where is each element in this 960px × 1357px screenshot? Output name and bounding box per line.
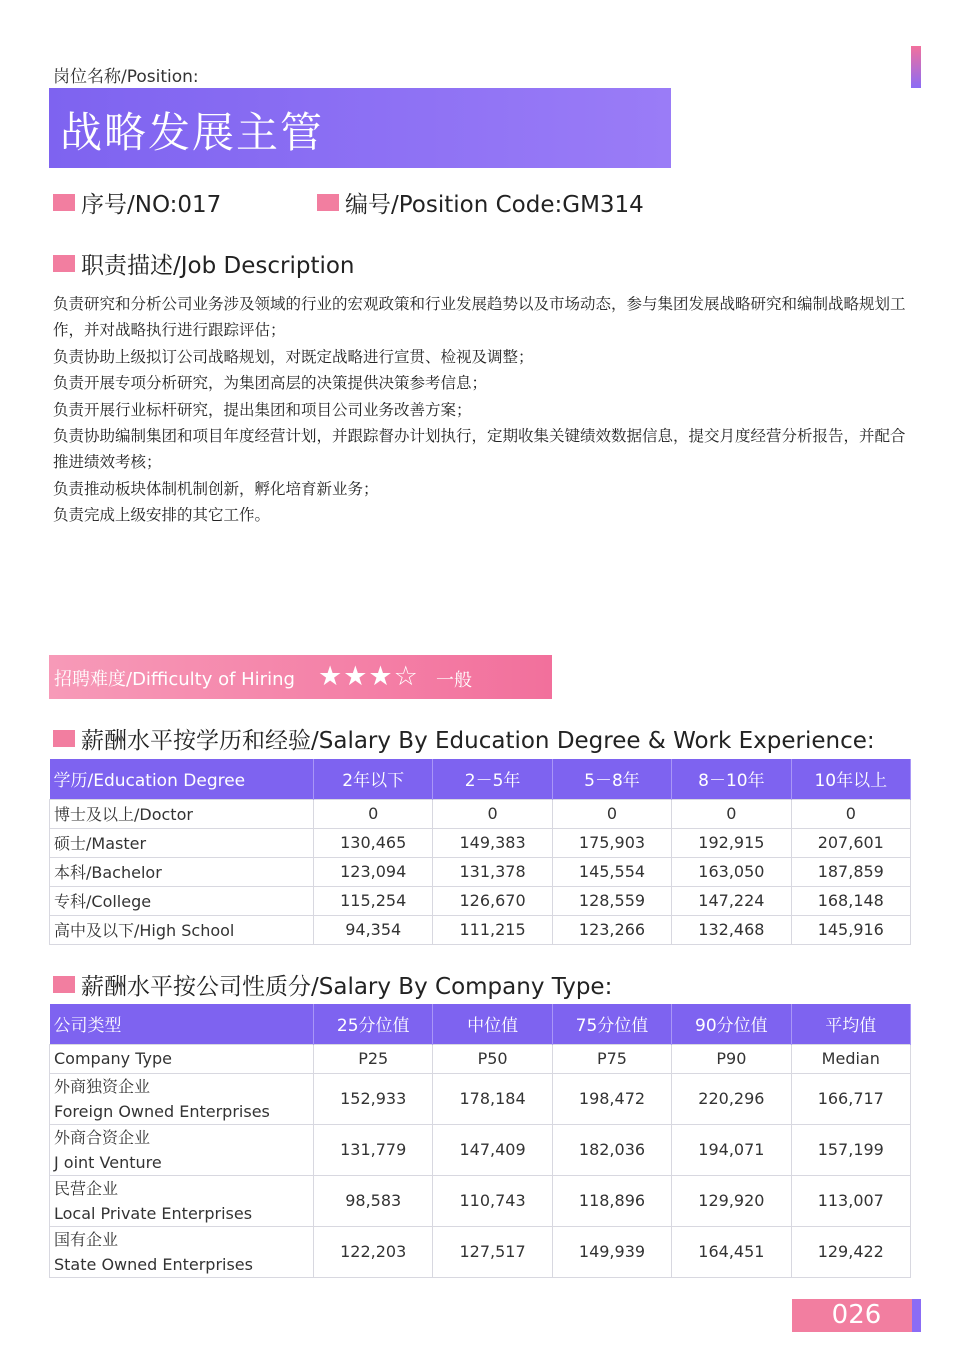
table-row	[50, 1124, 911, 1175]
table-cell: 132,468	[672, 915, 791, 944]
table-cell: 129,422	[791, 1226, 910, 1277]
page-title: 战略发展主管	[60, 108, 325, 157]
table-cell: 98,583	[314, 1175, 433, 1226]
table-cell: 128,559	[552, 886, 671, 915]
table-cell: 149,939	[552, 1226, 671, 1277]
table-cell: 118,896	[552, 1175, 671, 1226]
bullet-square-icon	[53, 730, 75, 747]
column-header: 中位值	[433, 1004, 552, 1044]
table-cell: 0	[672, 799, 791, 828]
column-header: 8－10年	[672, 759, 791, 799]
column-header: 90分位值	[672, 1004, 791, 1044]
table-cell: 0	[791, 799, 910, 828]
table-cell: 110,743	[433, 1175, 552, 1226]
column-header: 5－8年	[552, 759, 671, 799]
row-label	[50, 1175, 314, 1226]
row-label: 本科/Bachelor	[50, 857, 314, 886]
position-code-text: 编号/Position Code:GM314	[345, 192, 644, 218]
table-cell: 123,094	[314, 857, 433, 886]
table-cell: P75	[552, 1044, 671, 1073]
duty-line: 负责完成上级安排的其它工作。	[53, 506, 271, 525]
duty-line: 负责开展行业标杆研究，提出集团和项目公司业务改善方案；	[53, 400, 472, 419]
job-description-heading	[53, 247, 355, 280]
column-header: 75分位值	[552, 1004, 671, 1044]
salary-company-table	[49, 1004, 911, 1278]
row-label: 硕士/Master	[50, 828, 314, 857]
row-label	[50, 1124, 314, 1175]
table-cell: 115,254	[314, 886, 433, 915]
position-code	[317, 186, 644, 219]
table-row	[50, 857, 911, 886]
table-cell: 145,554	[552, 857, 671, 886]
salary-company-heading	[53, 968, 612, 1001]
table-row	[50, 1226, 911, 1277]
row-label: 专科/College	[50, 886, 314, 915]
table-cell: Median	[791, 1044, 910, 1073]
table-header-row	[50, 759, 911, 799]
bullet-square-icon	[53, 255, 75, 272]
company-type-zh: 外商独资企业	[54, 1076, 151, 1096]
table-cell: 113,007	[791, 1175, 910, 1226]
duty-line: 负责推动板块体制机制创新，孵化培育新业务；	[53, 479, 379, 498]
table-cell: 194,071	[672, 1124, 791, 1175]
table-cell: 152,933	[314, 1073, 433, 1124]
column-header: 公司类型	[50, 1004, 314, 1044]
table-cell: 147,224	[672, 886, 791, 915]
table-cell: 126,670	[433, 886, 552, 915]
table-cell: 147,409	[433, 1124, 552, 1175]
table-row	[50, 1175, 911, 1226]
table-cell: 220,296	[672, 1073, 791, 1124]
table-cell: 149,383	[433, 828, 552, 857]
table-cell: 198,472	[552, 1073, 671, 1124]
duty-line: 负责研究和分析公司业务涉及领域的行业的宏观政策和行业发展趋势以及市场动态，参与集团发展战略研究和编制战略规划工作，并对战略执行进行跟踪评估；	[53, 295, 906, 340]
table-cell: 0	[552, 799, 671, 828]
table-cell: 178,184	[433, 1073, 552, 1124]
salary-education-heading	[53, 722, 875, 755]
duty-line: 负责开展专项分析研究，为集团高层的决策提供决策参考信息；	[53, 374, 488, 393]
row-label: Company Type	[50, 1044, 314, 1073]
table-row	[50, 915, 911, 944]
corner-accent-bar	[911, 46, 921, 88]
company-type-en: Foreign Owned Enterprises	[54, 1101, 270, 1121]
table-cell: 192,915	[672, 828, 791, 857]
table-row	[50, 828, 911, 857]
table-cell: 175,903	[552, 828, 671, 857]
table-cell: 94,354	[314, 915, 433, 944]
salary-education-heading-text: 薪酬水平按学历和经验/Salary By Education Degree & Work Experience:	[81, 728, 875, 754]
company-type-en: Local Private Enterprises	[54, 1203, 253, 1223]
table-cell: 130,465	[314, 828, 433, 857]
bullet-square-icon	[53, 194, 75, 211]
table-cell: 129,920	[672, 1175, 791, 1226]
table-cell: 123,266	[552, 915, 671, 944]
table-cell: P90	[672, 1044, 791, 1073]
table-cell: P25	[314, 1044, 433, 1073]
column-header: 2－5年	[433, 759, 552, 799]
difficulty-level: 一般	[436, 670, 472, 691]
table-cell: 207,601	[791, 828, 910, 857]
table-subheader-row	[50, 1044, 911, 1073]
table-header-row	[50, 1004, 911, 1044]
duty-line: 负责协助编制集团和项目年度经营计划，并跟踪督办计划执行，定期收集关键绩效数据信息，提交月度经营分析报告，并配合推进绩效考核；	[53, 427, 906, 472]
table-cell: 166,717	[791, 1073, 910, 1124]
company-type-zh: 外商合资企业	[54, 1127, 151, 1147]
page-number: 026	[792, 1299, 921, 1332]
row-label: 博士及以上/Doctor	[50, 799, 314, 828]
table-cell: 187,859	[791, 857, 910, 886]
table-cell: 163,050	[672, 857, 791, 886]
salary-education-table	[49, 759, 911, 945]
company-type-en: State Owned Enterprises	[54, 1254, 253, 1274]
column-header: 平均值	[791, 1004, 910, 1044]
job-description-heading-text: 职责描述/Job Description	[81, 253, 355, 279]
table-cell: 111,215	[433, 915, 552, 944]
column-header: 10年以上	[791, 759, 910, 799]
table-cell: 157,199	[791, 1124, 910, 1175]
row-label	[50, 1073, 314, 1124]
table-cell: 168,148	[791, 886, 910, 915]
serial-number-text: 序号/NO:017	[81, 192, 222, 218]
column-header: 2年以下	[314, 759, 433, 799]
company-type-zh: 民营企业	[54, 1178, 119, 1198]
company-type-zh: 国有企业	[54, 1229, 119, 1249]
company-type-en: J oint Venture	[54, 1152, 162, 1172]
page-number-accent	[912, 1299, 921, 1332]
salary-company-heading-text: 薪酬水平按公司性质分/Salary By Company Type:	[81, 974, 613, 1000]
job-description-body	[53, 291, 913, 529]
table-cell: 0	[433, 799, 552, 828]
table-cell: 131,779	[314, 1124, 433, 1175]
table-cell: 131,378	[433, 857, 552, 886]
table-row	[50, 886, 911, 915]
duty-line: 负责协助上级拟订公司战略规划，对既定战略进行宣贯、检视及调整；	[53, 347, 534, 366]
table-cell: 182,036	[552, 1124, 671, 1175]
table-cell: 164,451	[672, 1226, 791, 1277]
table-cell: P50	[433, 1044, 552, 1073]
position-label: 岗位名称/Position:	[53, 67, 199, 87]
table-row	[50, 1073, 911, 1124]
row-label: 高中及以下/High School	[50, 915, 314, 944]
row-label	[50, 1226, 314, 1277]
bullet-square-icon	[53, 976, 75, 993]
column-header: 25分位值	[314, 1004, 433, 1044]
difficulty-label: 招聘难度/Difficulty of Hiring	[54, 669, 295, 690]
serial-number	[53, 186, 221, 219]
table-cell: 145,916	[791, 915, 910, 944]
bullet-square-icon	[317, 194, 339, 211]
column-header: 学历/Education Degree	[50, 759, 314, 799]
table-cell: 127,517	[433, 1226, 552, 1277]
table-cell: 122,203	[314, 1226, 433, 1277]
table-row	[50, 799, 911, 828]
difficulty-stars-icon: ★★★☆	[318, 661, 419, 692]
table-cell: 0	[314, 799, 433, 828]
